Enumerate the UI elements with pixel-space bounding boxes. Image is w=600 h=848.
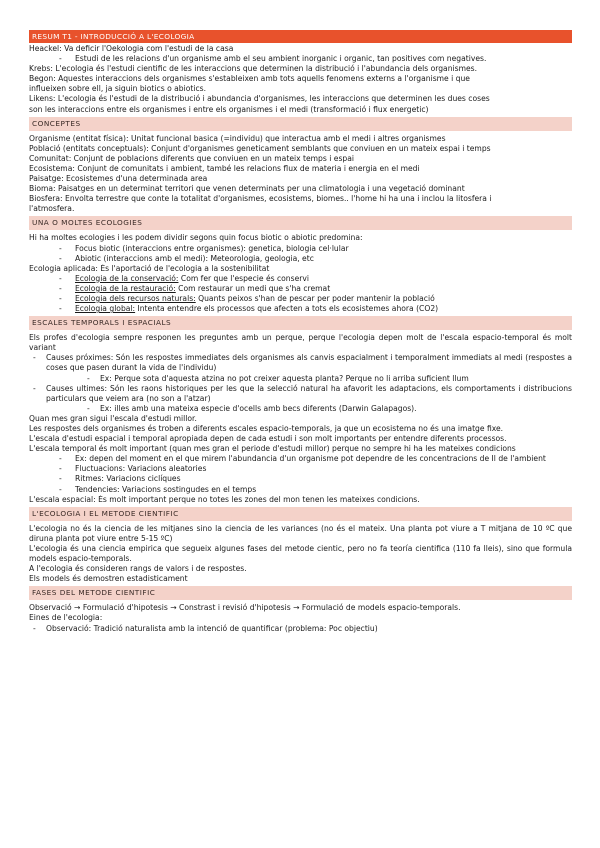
concept-comunitat: Comunitat: Conjunt de poblacions diferents que conviuen en un mateix temps i espai: [29, 153, 354, 163]
applied-label: Ecologia de la conservació:: [75, 273, 179, 283]
ecologies-intro: Hi ha moltes ecologies i les podem dividir segons quin focus biotic o abiotic predomina:: [29, 233, 363, 243]
concept-biosfera-line1: Biosfera: Envolta terrestre que conte la totalitat d'organismes, ecosistems, biomes.. l'home hi ha una i inclou la litosfera i: [29, 194, 492, 204]
section-heading-fases: FASES DEL METODE CIENTIFIC: [29, 586, 572, 600]
metode-paragraph-1: L'ecologia no és la ciencia de les mitjanes sino la ciencia de les variances (no és el mateix. Una planta pot viure a T mitjana de 10 ºC que diruna planta pot viure entre 5-15 ºC): [29, 523, 572, 543]
list-item: [29, 274, 572, 284]
applied-label: Ecologia de la restauració:: [75, 283, 176, 293]
applied-text: Com restaurar un medi que s'ha cremat: [175, 283, 331, 293]
tendencies: - Tendencies: Variacions sostingudes en el temps: [29, 485, 572, 495]
causes-proximes: - Causes próximes: Són les respostes immediates dels organismes als canvis espacialment i temporalment immediats al medi (respostes a coses que pasen durant la vida de l'individu): [29, 353, 572, 373]
section-heading-conceptes: CONCEPTES: [29, 117, 572, 131]
concept-paisatge: Paisatge: Ecosistemes d'una determinada area: [29, 174, 208, 184]
conceptes-section: [29, 134, 572, 215]
escales-paragraph-4: L'escala temporal és molt important (quan mes gran el periode d'estudi millor) perque no sempre hi ha les mateixes condicions: [29, 444, 516, 454]
applied-text: Com fer que l'especie és conservi: [178, 273, 309, 283]
ritmes: - Ritmes: Variacions ciclíques: [29, 474, 572, 484]
concept-organisme: Organisme (entitat física): Unitat funcional basica (=individu) que interactua amb el medi i altres organismes: [29, 133, 446, 143]
causes-proximes-example: - Ex: Perque sota d'aquesta atzina no pot creixer aquesta planta? Perque no li arriba suficient llum: [29, 374, 572, 384]
list-item: [29, 284, 572, 294]
escala-espacial: L'escala espacial: És molt important perque no totes les zones del mon tenen les mateixes condicions.: [29, 494, 420, 504]
focus-abiotic: - Abiotic (interaccions amb el medi): Meteorologia, geologia, etc: [29, 254, 572, 264]
section-heading-ecologies: UNA O MOLTES ECOLOGIES: [29, 216, 572, 230]
concept-ecosistema: Ecosistema: Conjunt de comunitats i ambient, també les relacions flux de materia i energia en el medi: [29, 163, 420, 173]
section-heading-metode: L'ECOLOGIA I EL METODE CIENTIFIC: [29, 507, 572, 521]
likens-definition-line1: Likens: L'ecologia és l'estudi de la distribució i abundancia d'organismes, les interaccions que determinen les dues coses: [29, 94, 490, 104]
escales-section: [29, 333, 572, 505]
ecologies-section: [29, 233, 572, 314]
haeckel-bullet: - Estudi de les relacions d'un organisme amb el seu ambient inorganic i organic, tan positives com negatives.: [29, 54, 572, 64]
metode-paragraph-3: A l'ecologia és consideren rangs de valors i de respostes.: [29, 564, 247, 574]
fases-sequence: Observació → Formulació d'hipotesis → Constrast i revisió d'hipotesis → Formulació de models espacio-temporals.: [29, 603, 461, 613]
ecologia-aplicada: Ecologia aplicada: És l'aportació de l'ecologia a la sostenibilitat: [29, 263, 270, 273]
intro-section: [29, 44, 572, 115]
escales-paragraph-3: L'escala d'estudi espacial i temporal apropiada depen de cada estudi i son molt importants per entendre diferents processos.: [29, 434, 507, 444]
likens-definition-line2: son les interaccions entre els organismes i entre els organismes i el medi (transformació i flux energetic): [29, 104, 429, 114]
metode-section: [29, 524, 572, 585]
section-heading-escales: ESCALES TEMPORALS I ESPACIALS: [29, 316, 572, 330]
observacio: - Observació: Tradició naturalista amb la intenció de quantificar (problema: Poc objectiu): [29, 624, 572, 634]
fluctuacions: - Fluctuacions: Variacions aleatories: [29, 464, 572, 474]
escala-gran: Quan mes gran sigui l'escala d'estudi millor.: [29, 413, 197, 423]
escala-temporal-example: - Ex: depen del moment en el que mirem l'abundancia d'un organisme pot dependre de les concentracions de Il de l'ambient: [29, 454, 572, 464]
applied-text: Quants peixos s'han de pescar per poder mantenir la població: [195, 293, 435, 303]
fases-section: [29, 603, 572, 633]
eines-ecologia: Eines de l'ecologia:: [29, 613, 103, 623]
concept-poblacio: Població (entitats conceptuals): Conjunt d'organismes geneticament semblants que conviuen en un mateix espai i temps: [29, 143, 491, 153]
escales-paragraph-2: Les respostes dels organismes és troben a diferents escales espacio-temporals, ja que un ecosistema no és una imatge fixe.: [29, 424, 504, 433]
document-title: RESUM T1 - INTRODUCCIÓ A L'ECOLOGIA: [29, 30, 572, 43]
causes-ultimes: - Causes ultimes: Són les raons historiques per les que la selecció natural ha afavorit les adaptacions, els comportaments i distribucions particulars que veiem ara (no son a l'atzar): [29, 384, 572, 404]
document-content: [29, 30, 572, 634]
focus-biotic: - Focus biotic (interaccions entre organismes): genetica, biologia cel·lular: [29, 244, 572, 254]
causes-ultimes-example: - Ex: illes amb una mateixa especie d'ocells amb becs diferents (Darwin Galapagos).: [29, 404, 572, 414]
list-item: [29, 294, 572, 304]
krebs-definition: Krebs: L'ecologia és l'estudi cientific de les interaccions que determinen la distribució i l'abundancia dels organismes.: [29, 64, 478, 74]
metode-paragraph-4: Els models és demostren estadisticament: [29, 574, 188, 584]
applied-label: Ecologia global:: [75, 304, 136, 314]
applied-text: Intenta entendre els processos que afecten a tots els ecosistemes ahora (CO2): [135, 304, 439, 314]
begon-definition-line2: influeixen sobre ell, ja siguin biotics o abiotics.: [29, 84, 206, 94]
applied-label: Ecologia dels recursos naturals:: [75, 293, 196, 303]
escales-paragraph-1: Els profes d'ecologia sempre responen les preguntes amb un perque, perque l'ecologia depen molt de l'escala espacio-temporal és molt variant: [29, 333, 572, 353]
metode-paragraph-2: L'ecologia és una ciencia empirica que segueix algunes fases del metode cientic, pero no fa teoría cientifica (110 fa lleis), sino que formula models espacio-temporals.: [29, 543, 572, 564]
list-item: [29, 304, 572, 314]
concept-bioma: Bioma: Paisatges en un determinat territori que venen determinats per una climatologia i una vegetació dominant: [29, 184, 465, 194]
haeckel-definition: Heackel: Va deficir l'Oekologia com l'estudi de la casa: [29, 44, 234, 53]
begon-definition-line1: Begon: Aquestes interaccions dels organismes s'estableixen amb tots aquells fenomens externs a l'organisme i que: [29, 74, 470, 84]
concept-biosfera-line2: l'atmosfera.: [29, 204, 75, 214]
